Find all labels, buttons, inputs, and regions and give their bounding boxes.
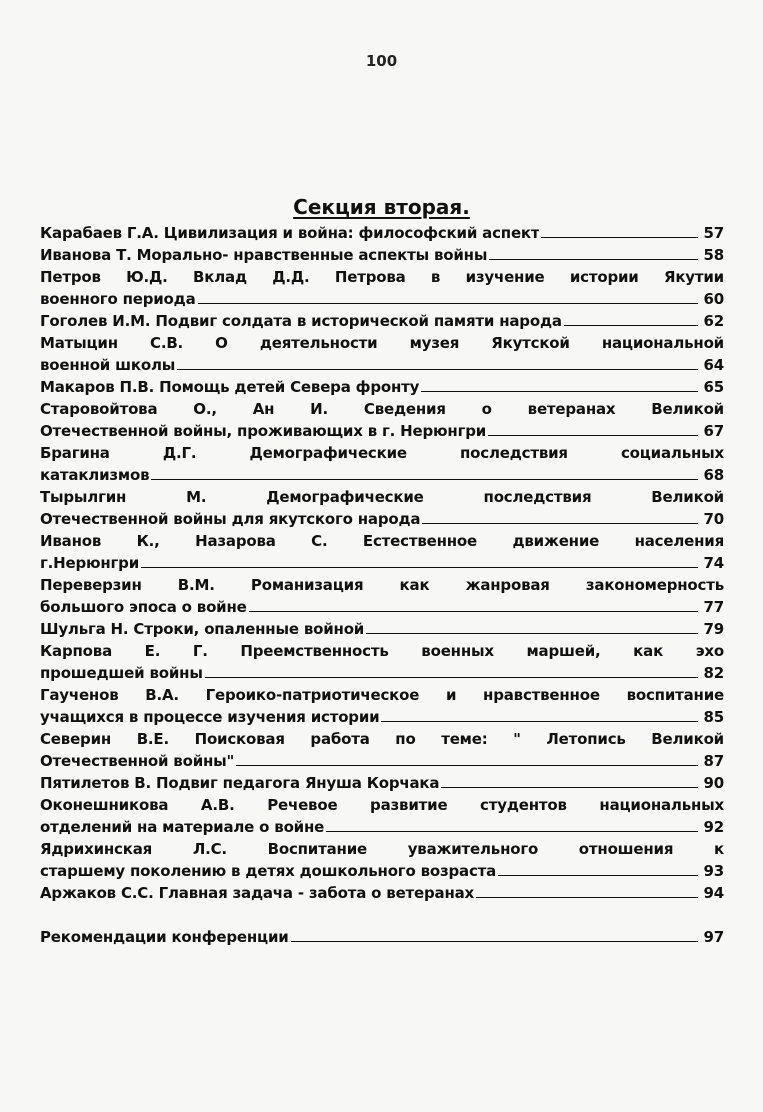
leader-line (489, 259, 698, 260)
toc-entry-text: Отечественной войны, проживающих в г. Нерюнгри (40, 422, 487, 440)
toc-page-number: 62 (703, 312, 724, 330)
toc-line (40, 750, 724, 772)
toc-entry (40, 310, 724, 332)
toc-line (40, 662, 724, 684)
toc-entry (40, 222, 724, 244)
toc-entry (40, 398, 724, 442)
toc-page-number: 87 (703, 752, 724, 770)
toc-line (40, 596, 724, 618)
page-number: 100 (365, 52, 398, 70)
leader-line (326, 831, 698, 832)
leader-line (441, 787, 698, 788)
toc-entry (40, 772, 724, 794)
toc-line (40, 288, 724, 310)
leader-line (564, 325, 698, 326)
toc-entry-text: военного периода (40, 290, 196, 308)
toc-page-number: 94 (703, 884, 724, 902)
toc-entry-text: Старовойтова О., Ан И. Сведения о ветеранах Великой (40, 400, 724, 418)
toc-line (40, 882, 724, 904)
leader-line (498, 875, 698, 876)
toc-page-number: 92 (703, 818, 724, 836)
toc-line (40, 332, 724, 354)
toc-line (40, 398, 724, 420)
toc-page-number: 97 (703, 928, 724, 946)
toc-entry-text: Петров Ю.Д. Вклад Д.Д. Петрова в изучение истории Якутии (40, 268, 724, 286)
toc-entry-text: Отечественной войны" (40, 752, 235, 770)
toc-entry-text: Иванов К., Назарова С. Естественное движение населения (40, 532, 724, 550)
toc-entry (40, 376, 724, 398)
toc-entry (40, 530, 724, 574)
toc-entry (40, 882, 724, 904)
toc-page-number: 57 (703, 224, 724, 242)
toc-entry (40, 332, 724, 376)
toc-entry-text: Переверзин В.М. Романизация как жанровая закономерность (40, 576, 724, 594)
toc-entry-text: Оконешникова А.В. Речевое развитие студентов национальных (40, 796, 724, 814)
toc-entry-text: Гоголев И.М. Подвиг солдата в исторической памяти народа (40, 312, 562, 330)
toc-entry-text: Гаученов В.А. Героико-патриотическое и нравственное воспитание (40, 686, 724, 704)
toc-entry (40, 574, 724, 618)
leader-line (291, 941, 698, 942)
toc-entry-text: Тырылгин М. Демографические последствия Великой (40, 488, 724, 506)
toc-entry-text: Пятилетов В. Подвиг педагога Януша Корчака (40, 774, 440, 792)
toc-line (40, 728, 724, 750)
toc-entry (40, 618, 724, 640)
leader-line (205, 677, 698, 678)
toc-entry (40, 728, 724, 772)
leader-line (236, 765, 698, 766)
toc-line (40, 684, 724, 706)
toc-line (40, 310, 724, 332)
toc-entry-text: старшему поколению в детях дошкольного возраста (40, 862, 497, 880)
toc-entry (40, 684, 724, 728)
toc-page-number: 74 (703, 554, 724, 572)
toc-line (40, 266, 724, 288)
toc-entry-text: Северин В.Е. Поисковая работа по теме: " Летопись Великой (40, 730, 724, 748)
toc-line (40, 772, 724, 794)
section-title: Секция вторая. (293, 195, 470, 219)
toc-entry-text: Шульга Н. Строки, опаленные войной (40, 620, 365, 638)
toc-entry-text: учащихся в процессе изучения истории (40, 708, 380, 726)
toc-page-number: 70 (703, 510, 724, 528)
toc-page-number: 79 (703, 620, 724, 638)
toc-page-number: 77 (703, 598, 724, 616)
toc-entry-text: Матыцин С.В. О деятельности музея Якутской национальной (40, 334, 724, 352)
toc-line (40, 420, 724, 442)
toc-entry-text: Брагина Д.Г. Демографические последствия социальных (40, 444, 724, 462)
toc-entry-text: Рекомендации конференции (40, 928, 289, 946)
leader-line (381, 721, 698, 722)
toc-line (40, 574, 724, 596)
toc-spacer (40, 904, 724, 926)
toc-page-number: 85 (703, 708, 724, 726)
toc-line (40, 442, 724, 464)
toc-entry (40, 244, 724, 266)
toc-entry (40, 486, 724, 530)
toc-entry-text: военной школы (40, 356, 176, 374)
toc-entry-text: большого эпоса о войне (40, 598, 247, 616)
toc-line (40, 354, 724, 376)
toc-line (40, 376, 724, 398)
toc-entry (40, 442, 724, 486)
toc-entry (40, 266, 724, 310)
toc-entry-text: отделений на материале о войне (40, 818, 325, 836)
toc-line (40, 244, 724, 266)
toc-line (40, 222, 724, 244)
toc-entry-text: прошедшей войны (40, 664, 203, 682)
toc-entry (40, 838, 724, 882)
toc-line (40, 486, 724, 508)
leader-line (541, 237, 698, 238)
toc-line (40, 508, 724, 530)
toc-line (40, 640, 724, 662)
toc-page-number: 58 (703, 246, 724, 264)
toc-entry-text: г.Нерюнгри (40, 554, 140, 572)
toc-entry (40, 926, 724, 948)
toc-entry-text: Отечественной войны для якутского народа (40, 510, 421, 528)
toc-entry (40, 794, 724, 838)
toc-line (40, 618, 724, 640)
toc-entry-text: Аржаков С.С. Главная задача - забота о ветеранах (40, 884, 475, 902)
toc-line (40, 838, 724, 860)
table-of-contents (40, 222, 724, 948)
toc-entry-text: Иванова Т. Морально- нравственные аспекты войны (40, 246, 488, 264)
toc-page-number: 93 (703, 862, 724, 880)
toc-page-number: 67 (703, 422, 724, 440)
leader-line (366, 633, 698, 634)
toc-line (40, 706, 724, 728)
toc-page-number: 64 (703, 356, 724, 374)
toc-page-number: 65 (703, 378, 724, 396)
toc-entry-text: Карпова Е. Г. Преемственность военных маршей, как эхо (40, 642, 724, 660)
leader-line (476, 897, 698, 898)
toc-line (40, 530, 724, 552)
toc-page-number: 60 (703, 290, 724, 308)
toc-page-number: 68 (703, 466, 724, 484)
toc-page-number: 90 (703, 774, 724, 792)
leader-line (177, 369, 698, 370)
toc-entry-text: Макаров П.В. Помощь детей Севера фронту (40, 378, 420, 396)
leader-line (141, 567, 698, 568)
leader-line (421, 391, 698, 392)
toc-line (40, 926, 724, 948)
toc-entry-text: Карабаев Г.А. Цивилизация и война: философский аспект (40, 224, 540, 242)
leader-line (151, 479, 698, 480)
toc-page-number: 82 (703, 664, 724, 682)
toc-line (40, 816, 724, 838)
leader-line (249, 611, 698, 612)
toc-entry-text: Ядрихинская Л.С. Воспитание уважительного отношения к (40, 840, 724, 858)
leader-line (422, 523, 698, 524)
toc-entry (40, 640, 724, 684)
toc-line (40, 794, 724, 816)
toc-entry-text: катаклизмов (40, 466, 150, 484)
toc-line (40, 552, 724, 574)
leader-line (488, 435, 698, 436)
toc-line (40, 860, 724, 882)
toc-line (40, 464, 724, 486)
leader-line (198, 303, 699, 304)
